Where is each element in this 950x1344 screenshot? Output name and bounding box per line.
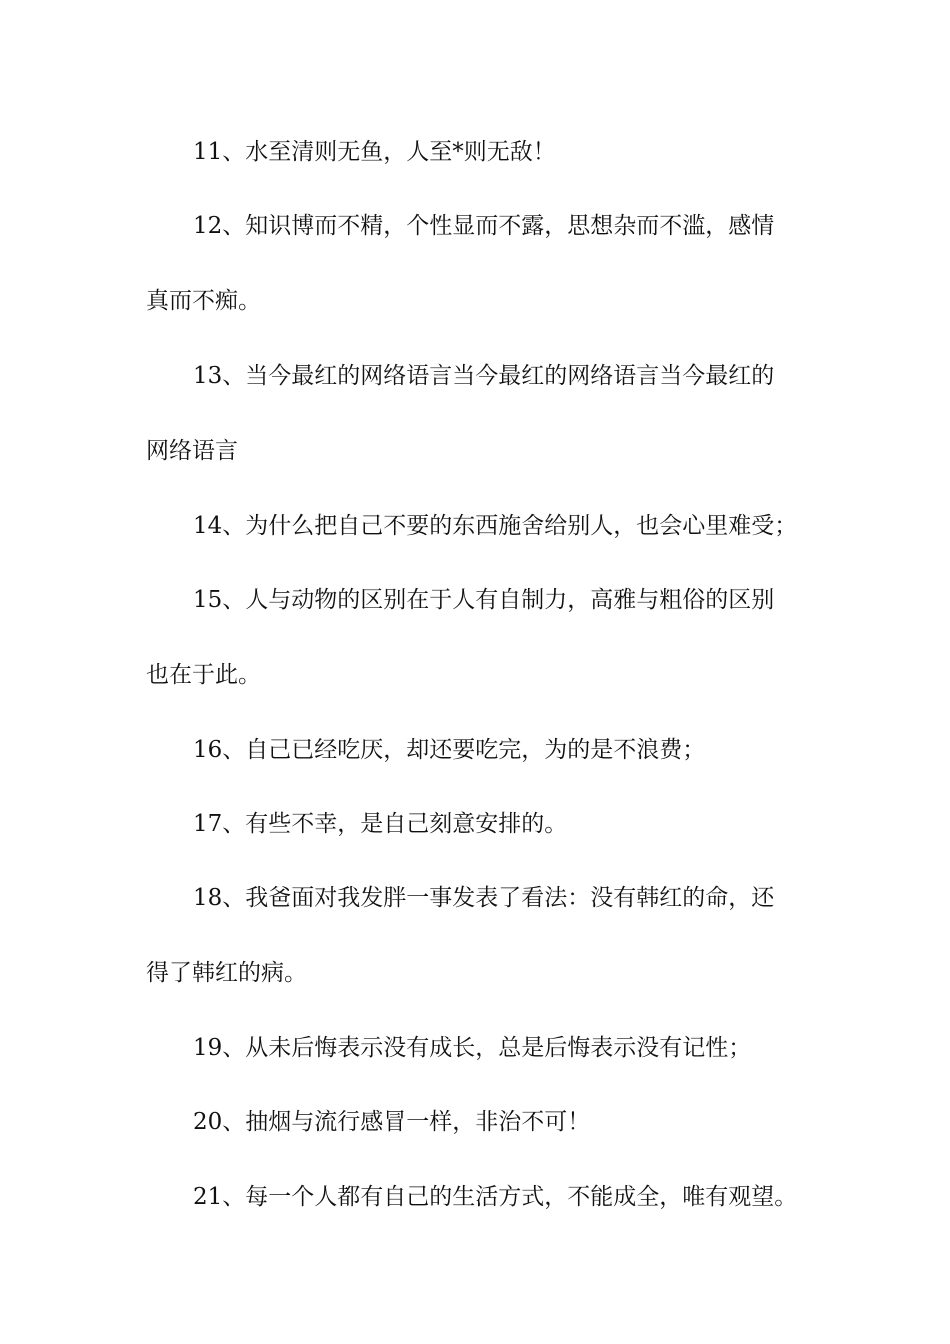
text-line-16: 16、自己已经吃厌，却还要吃完，为的是不浪费； (193, 737, 706, 763)
text-line-12-cont: 真而不痴。 (146, 288, 261, 314)
text-line-11: 11、水至清则无鱼，人至*则无敌！ (193, 139, 556, 165)
text-line-15-cont: 也在于此。 (146, 662, 261, 688)
text-line-17: 17、有些不幸，是自己刻意安排的。 (193, 811, 568, 837)
text-line-15: 15、人与动物的区别在于人有自制力，高雅与粗俗的区别 (193, 587, 775, 613)
text-line-19: 19、从未后悔表示没有成长，总是后悔表示没有记性； (193, 1035, 752, 1061)
text-line-13: 13、当今最红的网络语言当今最红的网络语言当今最红的 (193, 363, 775, 389)
text-line-20: 20、抽烟与流行感冒一样，非治不可！ (193, 1109, 591, 1135)
text-line-14: 14、为什么把自己不要的东西施舍给别人，也会心里难受； (193, 513, 798, 539)
text-line-13-cont: 网络语言 (146, 438, 238, 464)
text-line-12: 12、知识博而不精，个性显而不露，思想杂而不滥，感情 (193, 213, 775, 239)
text-line-21: 21、每一个人都有自己的生活方式，不能成全，唯有观望。 (193, 1184, 798, 1210)
text-line-18: 18、我爸面对我发胖一事发表了看法：没有韩红的命，还 (193, 885, 775, 911)
text-line-18-cont: 得了韩红的病。 (146, 960, 307, 986)
